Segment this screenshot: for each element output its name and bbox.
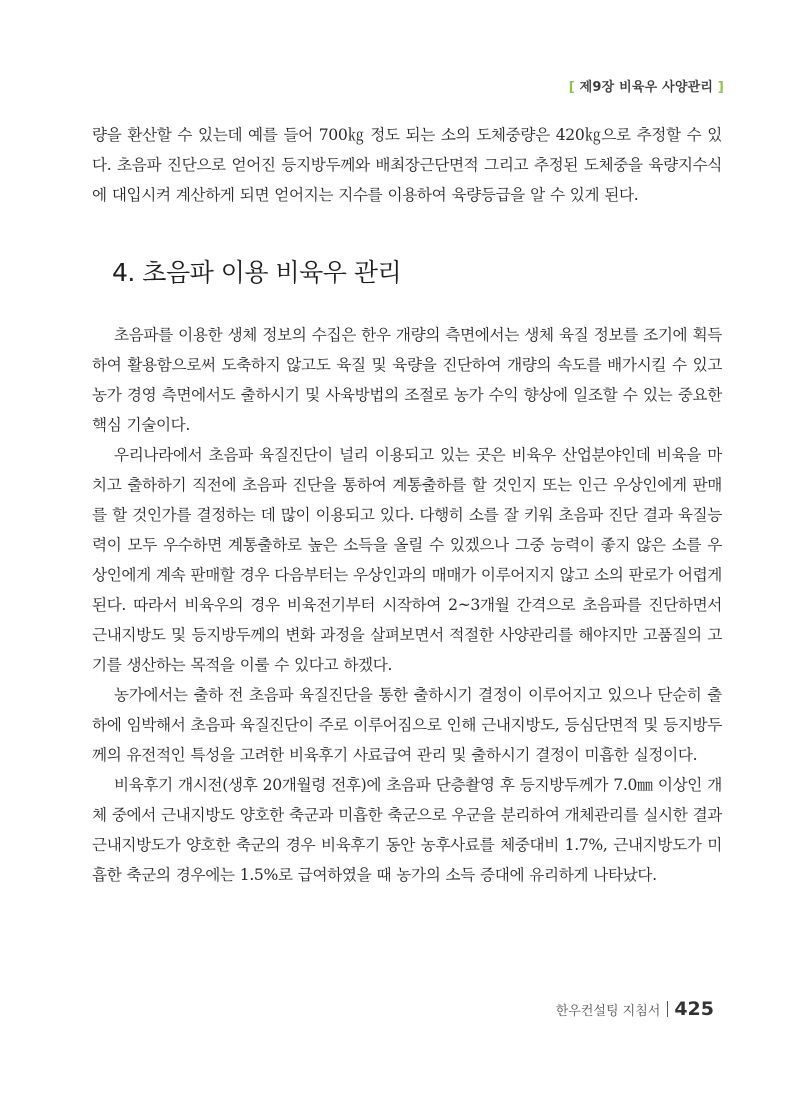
- intro-paragraph: 량을 환산할 수 있는데 예를 들어 700㎏ 정도 되는 소의 도체중량은 420㎏으로 추정할 수 있다. 초음파 진단으로 얻어진 등지방두께와 배최장근단면적 그리고 추정된 도체중을 육량지수식에 대입시켜 계산하게 되면 얻어지는 지수를 이용하여 육량등급을 알 수 있게 된다.: [92, 126, 722, 204]
- chapter-bracket-open: [: [568, 80, 575, 95]
- page-number: 425: [674, 998, 714, 1020]
- body-paragraph: 우리나라에서 초음파 육질진단이 널리 이용되고 있는 곳은 비육우 산업분야인데 비육을 마치고 출하하기 직전에 초음파 진단을 통하여 계통출하를 할 것인지 또는 인근 우상인에게 판매를 할 것인가를 결정하는 데 많이 이용되고 있다. 다행히 소를 잘 키워 초음파 진단 결과 육질능력이 모두 우수하면 계통출하로 높은 소득을 올릴 수 있겠으나 그중 능력이 좋지 않은 소를 우상인에게 계속 판매할 경우 다음부터는 우상인과의 매매가 이루어지지 않고 소의 판로가 어렵게 된다. 따라서 비육우의 경우 비육전기부터 시작하여 2~3개월 간격으로 초음파를 진단하면서 근내지방도 및 등지방두께의 변화 과정을 살펴보면서 적절한 사양관리를 해야지만 고품질의 고기를 생산하는 목적을 이룰 수 있다고 하겠다.: [92, 446, 723, 674]
- chapter-header: [569, 76, 724, 95]
- page-footer: [556, 998, 714, 1020]
- book-title: 한우컨설팅 지침서: [555, 1003, 661, 1019]
- footer-divider: [667, 1001, 668, 1017]
- page-body: [92, 120, 722, 890]
- chapter-title: 제9장 비육우 사양관리: [579, 80, 714, 95]
- section-title: 4. 초음파 이용 비육우 관리: [112, 258, 402, 287]
- body-paragraph: 초음파를 이용한 생체 정보의 수집은 한우 개량의 측면에서는 생체 육질 정보를 조기에 획득하여 활용함으로써 도축하지 않고도 육질 및 육량을 진단하여 개량의 속도를 배가시킬 수 있고 농가 경영 측면에서도 출하시기 및 사육방법의 조절로 농가 수익 향상에 일조할 수 있는 중요한 핵심 기술이다.: [92, 326, 722, 434]
- chapter-bracket-close: ]: [717, 80, 724, 95]
- body-paragraph: 비육후기 개시전(생후 20개월령 전후)에 초음파 단층촬영 후 등지방두께가 7.0㎜ 이상인 개체 중에서 근내지방도 양호한 축군과 미흡한 축군으로 우군을 분리하여 개체관리를 실시한 결과 근내지방도가 양호한 축군의 경우 비육후기 동안 농후사료를 체중대비 1.7%, 근내지방도가 미흡한 축군의 경우에는 1.5%로 급여하였을 때 농가의 소득 증대에 유리하게 나타났다.: [92, 776, 723, 884]
- body-paragraph: 농가에서는 출하 전 초음파 육질진단을 통한 출하시기 결정이 이루어지고 있으나 단순히 출하에 임박해서 초음파 육질진단이 주로 이루어짐으로 인해 근내지방도, 등심단면적 및 등지방두께의 유전적인 특성을 고려한 비육후기 사료급여 관리 및 출하시기 결정이 미흡한 실정이다.: [92, 686, 722, 764]
